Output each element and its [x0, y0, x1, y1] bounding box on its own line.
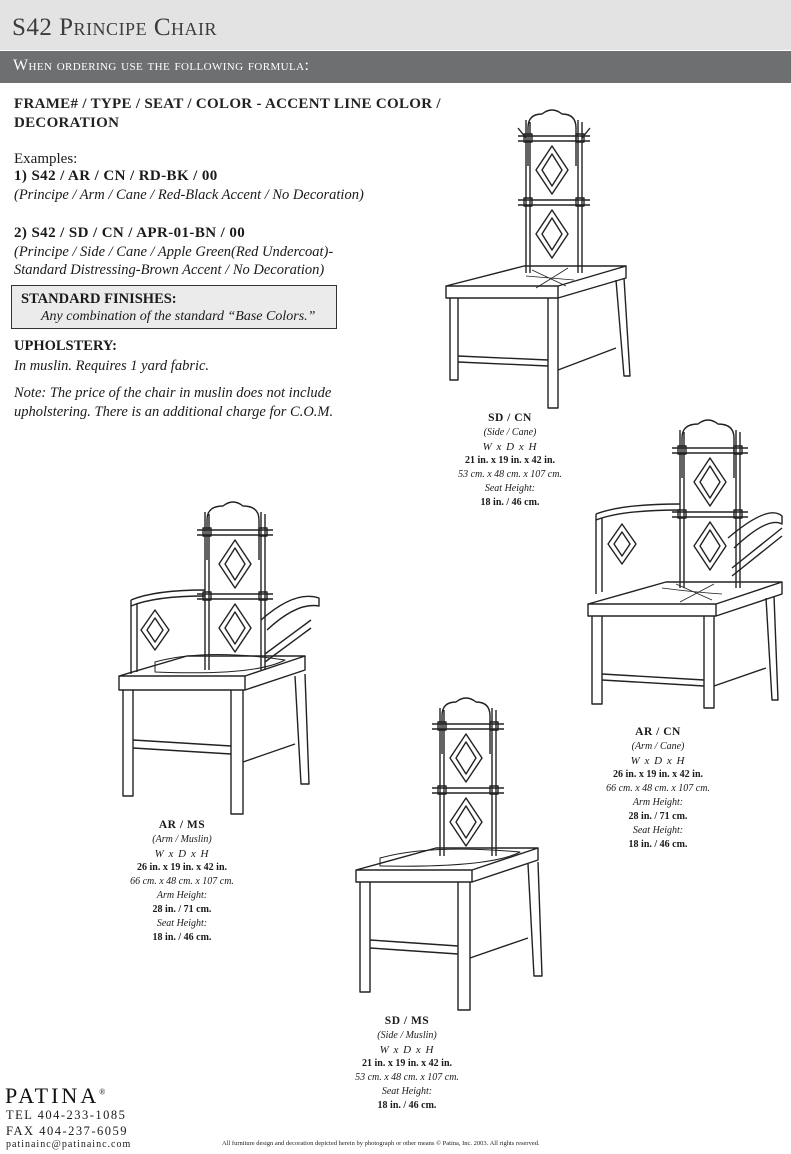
example-1: [14, 168, 364, 204]
spec-code: SD / CN: [488, 412, 532, 424]
spec-code: SD / MS: [384, 1015, 430, 1027]
registered-mark: ®: [99, 1087, 106, 1097]
spec-arm: 28 in. / 71 cm.: [628, 811, 688, 822]
side-cane-chair-image: [440, 108, 640, 413]
spec-name: (Side / Muslin): [377, 1030, 437, 1041]
formula-line: DECORATION: [14, 115, 120, 131]
standard-finishes-text: Any combination of the standard “Base Colors.”: [41, 309, 316, 324]
brand-name: PATINA: [5, 1083, 100, 1108]
spec-wdh: W x D x H: [154, 848, 210, 860]
spec-seat-label: Seat Height:: [484, 483, 536, 494]
phone-number: TEL 404-233-1085: [6, 1108, 127, 1122]
formula-bar-label: When ordering use the following formula:: [13, 57, 310, 74]
page-title: S42 Principe Chair: [12, 14, 217, 41]
spec-inches: 26 in. x 19 in. x 42 in.: [136, 862, 228, 873]
email-address: patinainc@patinainc.com: [6, 1139, 132, 1150]
order-formula: [14, 95, 441, 133]
spec-cm: 53 cm. x 48 cm. x 107 cm.: [458, 469, 562, 480]
spec-cm: 66 cm. x 48 cm. x 107 cm.: [130, 876, 234, 887]
spec-seat: 18 in. / 46 cm.: [377, 1100, 437, 1111]
spec-seat: 18 in. / 46 cm.: [628, 839, 688, 850]
upholstery-note: [14, 384, 333, 422]
spec-inches: 21 in. x 19 in. x 42 in.: [361, 1058, 453, 1069]
spec-sd-cn: [450, 411, 570, 510]
upholstery-heading: UPHOLSTERY:: [14, 338, 117, 354]
spec-seat: 18 in. / 46 cm.: [152, 932, 212, 943]
spec-name: (Arm / Muslin): [152, 834, 212, 845]
example-code: 1) S42 / AR / CN / RD-BK / 00: [14, 168, 218, 184]
spec-seat: 18 in. / 46 cm.: [480, 497, 540, 508]
standard-finishes-box: [11, 285, 337, 329]
example-2: [14, 225, 333, 279]
spec-ar-ms: [122, 818, 242, 945]
spec-seat-label: Seat Height:: [381, 1086, 433, 1097]
spec-code: AR / CN: [635, 726, 681, 738]
copyright-notice: All furniture design and decoration depicted herein by photograph or other means © Patina, Inc. 2003. All rights reserved.: [222, 1140, 540, 1147]
spec-arm: 28 in. / 71 cm.: [152, 904, 212, 915]
title-bar: [0, 0, 791, 50]
spec-wdh: W x D x H: [482, 441, 538, 453]
formula-bar: [0, 51, 791, 83]
spec-cm: 53 cm. x 48 cm. x 107 cm.: [355, 1072, 459, 1083]
patina-logo: [5, 1083, 105, 1109]
spec-inches: 26 in. x 19 in. x 42 in.: [612, 769, 704, 780]
spec-seat-label: Seat Height:: [156, 918, 208, 929]
example-desc: (Principe / Arm / Cane / Red-Black Accent / No Decoration): [14, 187, 364, 203]
example-desc: (Principe / Side / Cane / Apple Green(Red Undercoat)-: [14, 244, 334, 260]
spec-sd-ms: [347, 1014, 467, 1113]
spec-arm-label: Arm Height:: [156, 890, 208, 901]
spec-name: (Side / Cane): [483, 427, 537, 438]
standard-finishes-heading: STANDARD FINISHES:: [21, 291, 177, 307]
spec-code: AR / MS: [158, 819, 206, 831]
examples-label: Examples:: [14, 151, 78, 167]
spec-ar-cn: [598, 725, 718, 852]
spec-cm: 66 cm. x 48 cm. x 107 cm.: [606, 783, 710, 794]
spec-name: (Arm / Cane): [631, 741, 685, 752]
example-desc: Standard Distressing-Brown Accent / No Decoration): [14, 262, 325, 278]
arm-muslin-chair-image: [115, 500, 325, 818]
fax-number: FAX 404-237-6059: [6, 1124, 129, 1138]
spec-wdh: W x D x H: [630, 755, 686, 767]
formula-line: FRAME# / TYPE / SEAT / COLOR - ACCENT LINE COLOR /: [14, 96, 441, 112]
example-code: 2) S42 / SD / CN / APR-01-BN / 00: [14, 225, 246, 241]
upholstery-text: In muslin. Requires 1 yard fabric.: [14, 358, 210, 374]
side-muslin-chair-image: [350, 696, 550, 1014]
spec-seat-label: Seat Height:: [632, 825, 684, 836]
note-line: Note: The price of the chair in muslin does not include: [14, 385, 332, 401]
spec-arm-label: Arm Height:: [632, 797, 684, 808]
arm-cane-chair-image: [582, 418, 787, 718]
spec-inches: 21 in. x 19 in. x 42 in.: [464, 455, 556, 466]
spec-wdh: W x D x H: [379, 1044, 435, 1056]
note-line: upholstering. There is an additional charge for C.O.M.: [14, 404, 334, 420]
